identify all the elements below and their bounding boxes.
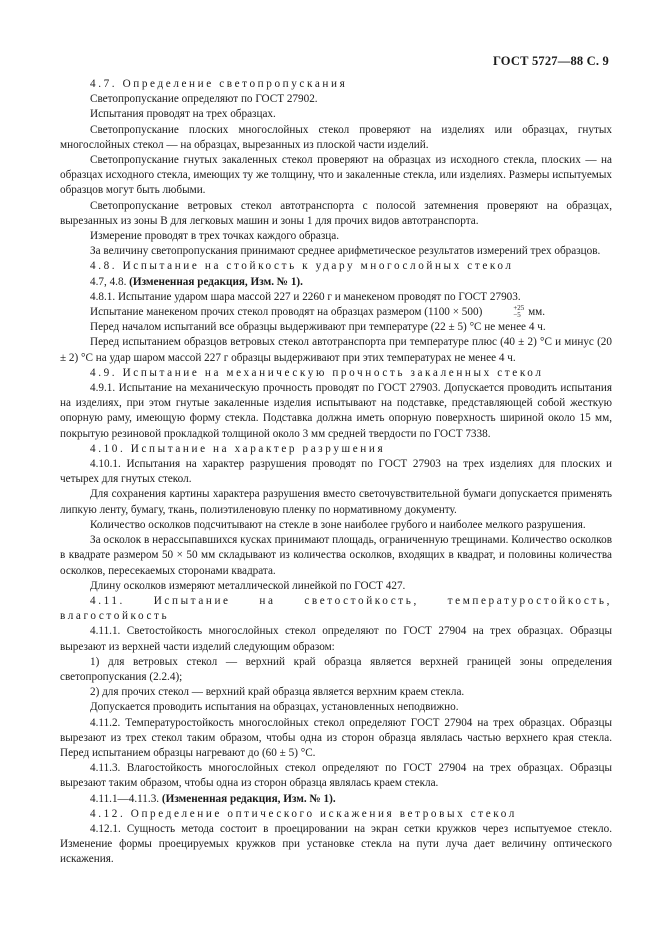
paragraph: За величину светопропускания принимают среднее арифметическое результатов измерений трех образцов.	[90, 245, 601, 258]
paragraph: Для сохранения картины характера разрушения вместо светочувствительной бумаги допускается применять липкую ленту, бумагу, ткань, полиэтиленовую пленку по нормативному документу.	[60, 488, 612, 516]
paragraph-unit: мм.	[528, 306, 546, 319]
paragraph: Количество осколков подсчитывают на стекле в зоне наиболее грубого и наиболее мелкого разрушения.	[90, 518, 586, 531]
paragraph: 4.11.2. Температуростойкость многослойных стекол определяют ГОСТ 27904 на трех образцах. Образцы вырезают из трех стекол таким образом, чтобы одна из сторон образца являлась частью верхнего края стекла. Перед испытанием образцы нагревают до (60 ± 5) °С.	[60, 716, 612, 759]
amendment-text: (Измененная редакция, Изм. № 1).	[129, 275, 303, 288]
document-body	[60, 77, 612, 868]
paragraph: 4.10.1. Испытания на характер разрушения проводят по ГОСТ 27903 на трех изделиях для плоских и четырех для гнутых стекол.	[60, 458, 612, 486]
amendment-text: (Измененная редакция, Изм. № 1).	[161, 792, 336, 805]
paragraph	[60, 305, 612, 320]
tolerance-lower: −5	[513, 311, 521, 320]
paragraph: Перед началом испытаний все образцы выдерживают при температуре (22 ± 5) °С не менее 4 ч.	[90, 321, 546, 334]
amendment-note	[60, 275, 612, 290]
paragraph: 4.8.1. Испытание ударом шара массой 227 и 2260 г и манекеном проводят по ГОСТ 27903.	[90, 290, 521, 303]
list-item: 2) для прочих стекол — верхний край образца является верхним краем стекла.	[90, 686, 465, 699]
section-heading: 4.7. Определение светопропускания	[90, 78, 348, 90]
paragraph: За осколок в нерассыпавшихся кусках принимают площадь, ограниченную трещинами. Количество осколков в квадрате размером 50 × 50 мм складывают из количества осколков, входящих в квадрат, и половины количества осколков, пересекаемых сторонами квадрата.	[60, 534, 612, 577]
amendment-ref: 4.11.1—4.11.3.	[90, 792, 160, 805]
amendment-note	[60, 792, 612, 807]
paragraph: 4.9.1. Испытание на механическую прочность проводят по ГОСТ 27903. Допускается проводить испытания на изделиях, при этом гнутые закаленные изделия испытывают на подставке, представляющей собой жесткую опорную раму, имеющую форму стекла. Подставка должна иметь опорную поверхность шириной около 15 мм, покрытую резиновой прокладкой толщиной около 3 мм средней твердости по ГОСТ 7338.	[60, 382, 612, 440]
paragraph: 4.11.3. Влагостойкость многослойных стекол определяют по ГОСТ 27904 на трех образцах. Образцы вырезают таким образом, чтобы одна из сторон образца являлась краем стекла.	[60, 762, 612, 790]
paragraph: 4.11.1. Светостойкость многослойных стекол определяют по ГОСТ 27904 на трех образцах. Образцы вырезают из верхней части изделий следующим образом:	[60, 625, 612, 653]
amendment-ref: 4.7, 4.8.	[90, 275, 127, 288]
paragraph-text: Испытание манекеном прочих стекол проводят на образцах размером (1100 × 500)	[90, 306, 483, 319]
paragraph: 4.12.1. Сущность метода состоит в проецировании на экран сетки кружков через испытуемое стекло. Изменение формы проецируемых кружков при установке стекла на пути луча дает величину оптического искажения.	[60, 822, 612, 866]
list-item: 1) для ветровых стекол — верхний край образца является верхней границей зоны определения светопропускания (2.2.4);	[60, 655, 612, 683]
paragraph: Светопропускание плоских многослойных стекол проверяют на изделиях или образцах, гнутых многослойных стекол — на образцах, вырезанных из плоской части изделий.	[60, 123, 612, 151]
tolerance-upper: +25	[513, 304, 525, 313]
page-header: ГОСТ 5727—88 С. 9	[492, 54, 609, 68]
paragraph: Светопропускание гнутых закаленных стекол проверяют на образцах из исходного стекла, плоских — на образцах исходного стекла, имеющих ту же толщину, что и закаленные стекла, или изделиях. Размеры испытуемых образцов могут быть любыми.	[60, 154, 612, 197]
paragraph: Измерение проводят в трех точках каждого образца.	[90, 230, 340, 243]
section-heading: 4.9. Испытание на механическую прочность закаленных стекол	[90, 366, 544, 379]
paragraph: Светопропускание определяют по ГОСТ 27902.	[90, 93, 318, 106]
paragraph: Длину осколков измеряют металлической линейкой по ГОСТ 427.	[90, 579, 406, 592]
section-heading: 4.12. Определение оптического искажения ветровых стекол	[90, 807, 517, 820]
paragraph: Допускается проводить испытания на образцах, установленных неподвижно.	[90, 701, 459, 714]
paragraph: Испытания проводят на трех образцах.	[90, 108, 276, 121]
paragraph: Перед испытанием образцов ветровых стекол автотранспорта при температуре плюс (40 ± 2) °С и минус (20 ± 2) °С на удар шаром массой 227 г образцы выдерживают при этих температурах не менее 4 ч.	[60, 336, 612, 364]
section-heading: 4.8. Испытание на стойкость к удару многослойных стекол	[90, 260, 514, 273]
section-heading: 4.10. Испытание на характер разрушения	[90, 442, 386, 455]
paragraph: Светопропускание ветровых стекол автотранспорта с полосой затемнения проверяют на образцах, вырезанных из зоны В для легковых машин и зоны 1 для прочих видов автотранспорта.	[60, 199, 612, 227]
section-heading: 4.11. Испытание на светостойкость, температуростойкость, влагостойкость	[60, 594, 612, 623]
